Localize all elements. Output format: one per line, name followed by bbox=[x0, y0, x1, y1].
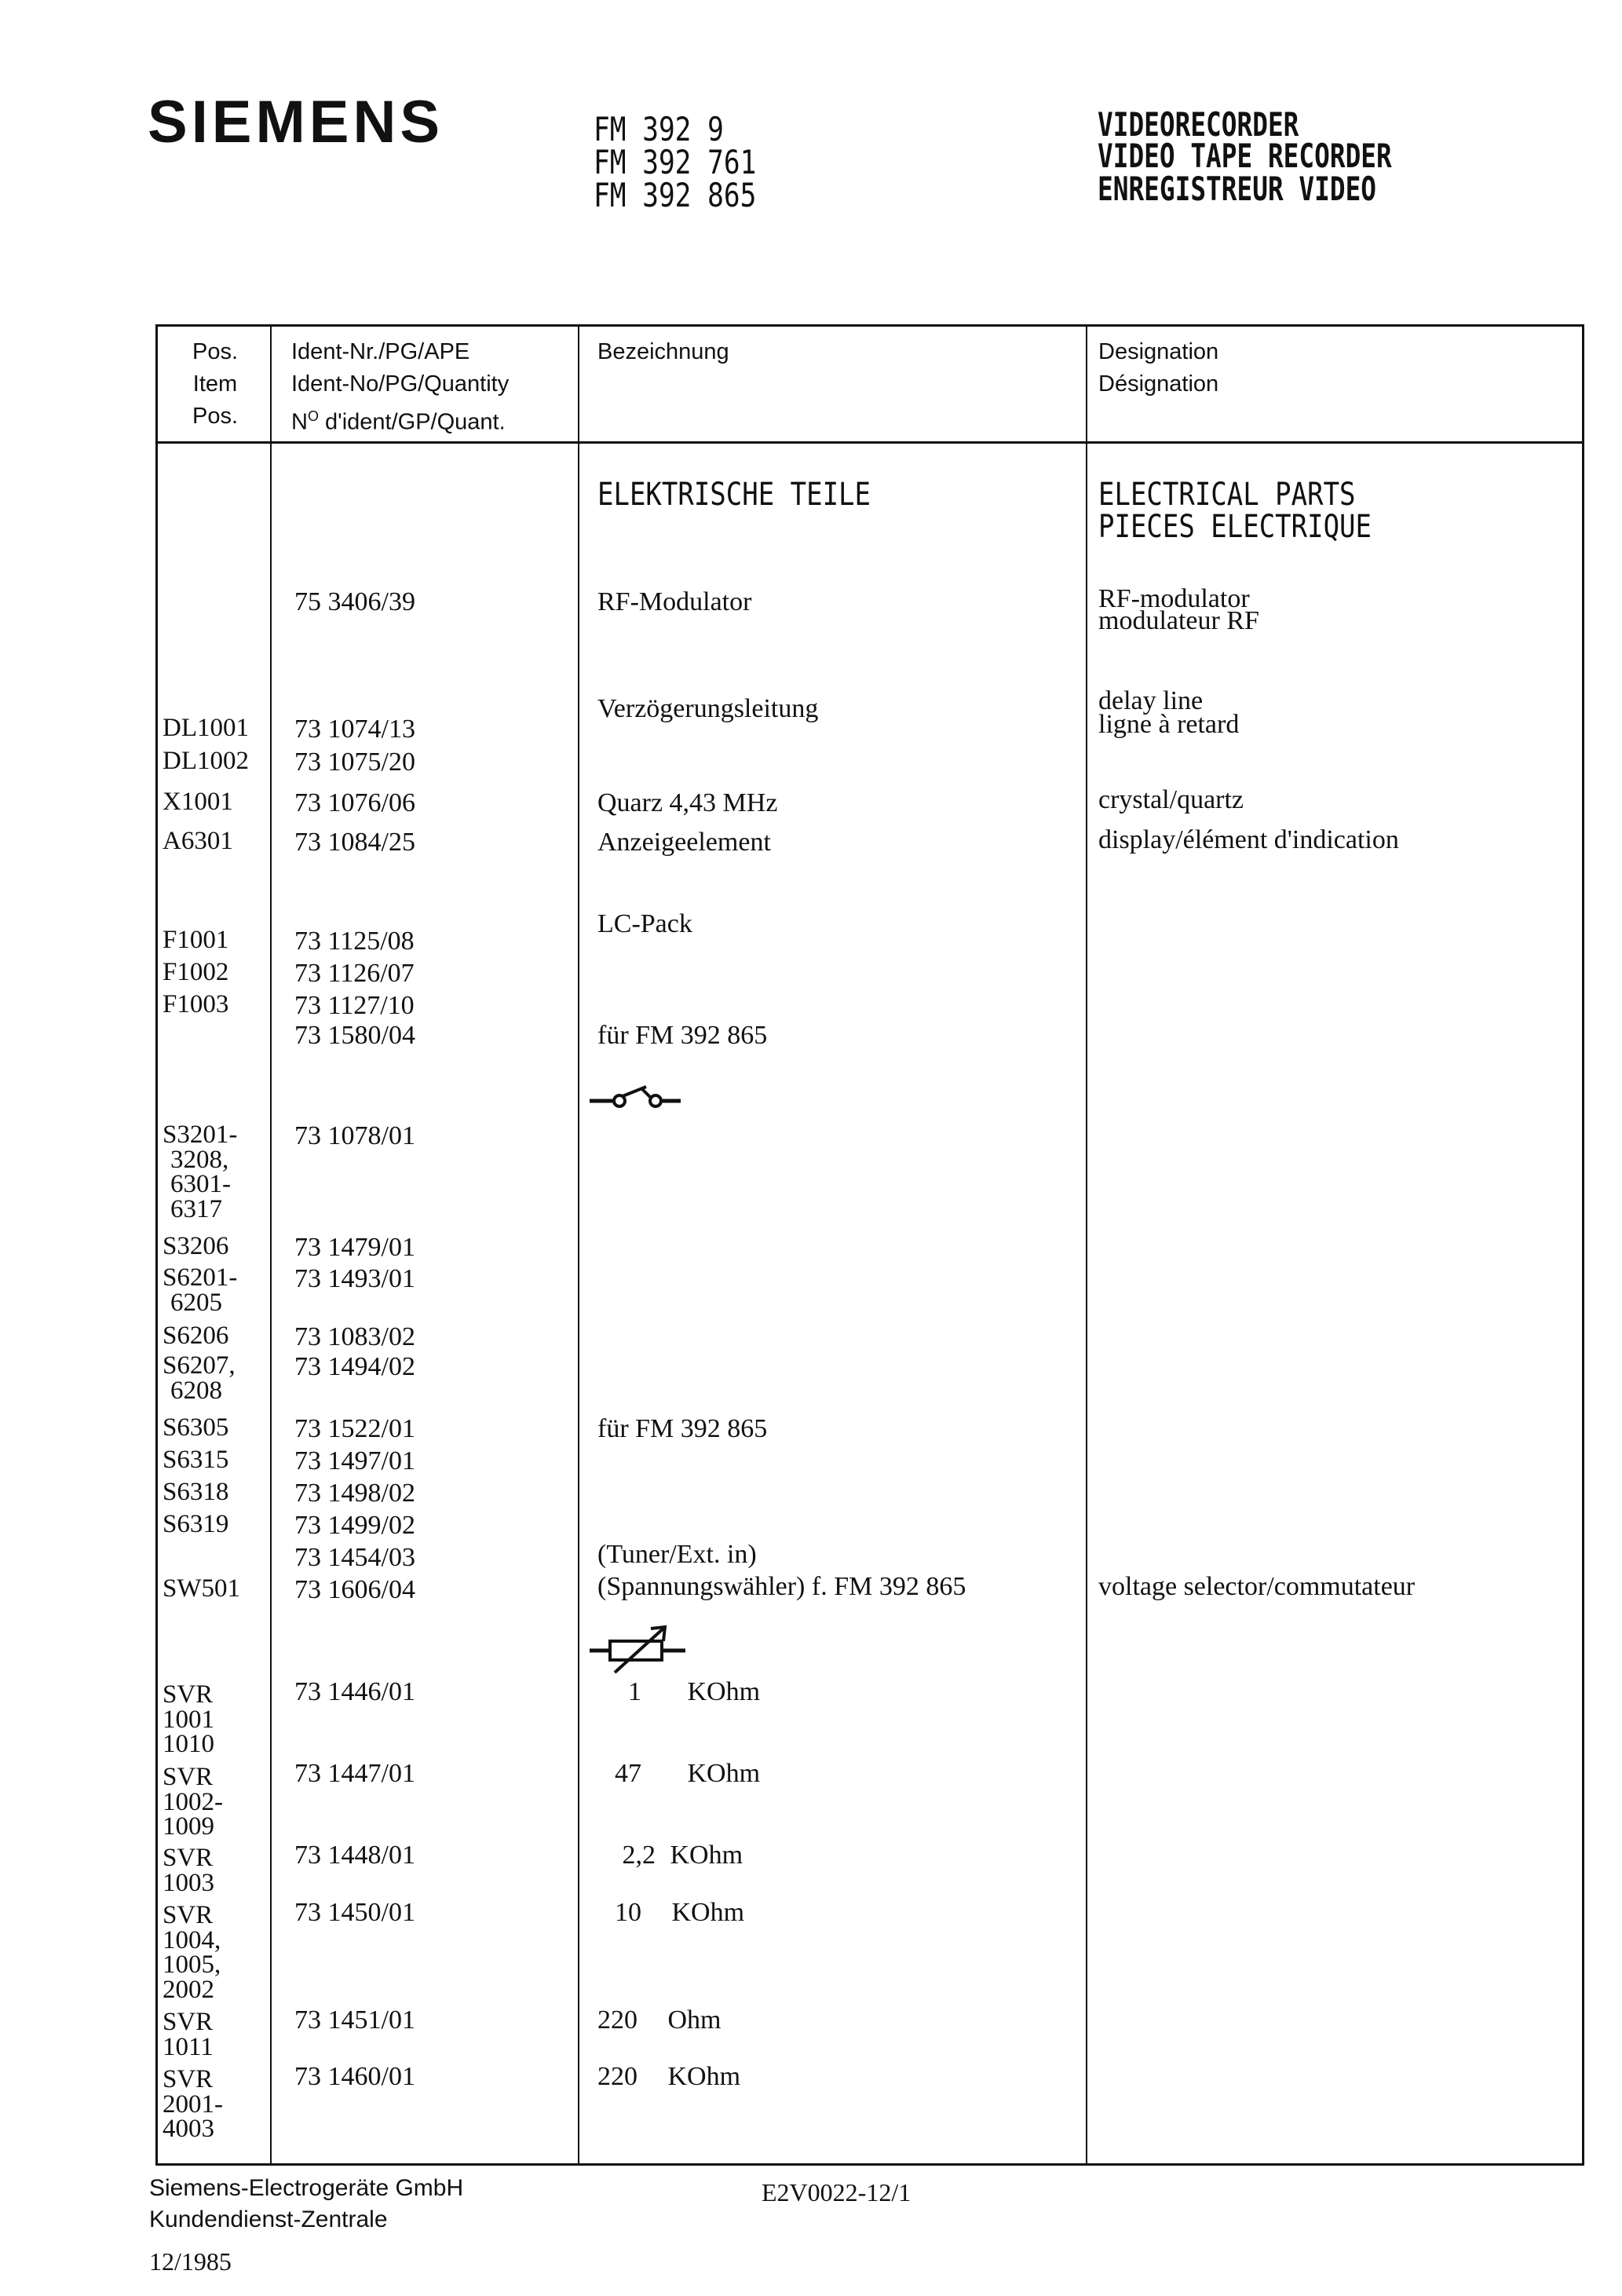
table-row-ident: 73 1447/01 bbox=[294, 1759, 415, 1788]
table-row-pos: SW501 bbox=[163, 1574, 240, 1603]
table-row-ident: 75 3406/39 bbox=[294, 587, 415, 616]
table-row-bez: RF-Modulator bbox=[597, 587, 752, 616]
table-row-pos: DL1001 bbox=[163, 714, 249, 742]
table-row-des: RF-modulator bbox=[1098, 584, 1250, 613]
table-row-bez: (Spannungswähler) f. FM 392 865 bbox=[597, 1572, 966, 1601]
table-row-pos: S6319 bbox=[163, 1510, 229, 1538]
table-row-value: 2,2 KOhm bbox=[622, 1841, 743, 1870]
footer-document-number: E2V0022-12/1 bbox=[762, 2178, 911, 2206]
table-row-pos: F1001 bbox=[163, 926, 229, 954]
table-row-des: display/élément d'indication bbox=[1098, 825, 1399, 854]
table-row-value: 1 KOhm bbox=[628, 1677, 761, 1706]
doc-title-en: VIDEO TAPE RECORDER bbox=[1098, 137, 1392, 175]
switch-symbol-icon bbox=[588, 1079, 682, 1113]
section-title-fr: PIECES ELECTRIQUE bbox=[1098, 509, 1372, 545]
table-row-ident: 73 1446/01 bbox=[294, 1677, 415, 1706]
table-row-pos: SVR 2001- 4003 bbox=[163, 2065, 223, 2144]
table-row-pos: S3201- 3208, 6301- 6317 bbox=[163, 1121, 238, 1224]
table-row-ident: 73 1479/01 bbox=[294, 1233, 415, 1262]
siemens-logo: SIEMENS bbox=[148, 89, 444, 155]
column-header-bezeichnung: Bezeichnung bbox=[597, 339, 729, 364]
table-row-ident: 73 1498/02 bbox=[294, 1479, 415, 1508]
table-row-ident: 73 1076/06 bbox=[294, 788, 415, 817]
model-number-3: FM 392 865 bbox=[594, 176, 757, 214]
table-row-ident: 73 1084/25 bbox=[294, 828, 415, 857]
table-row-pos: F1003 bbox=[163, 990, 229, 1018]
column-divider-2 bbox=[578, 327, 579, 2163]
table-row-ident: 73 1078/01 bbox=[294, 1121, 415, 1150]
table-row-pos: S6315 bbox=[163, 1446, 229, 1474]
table-row-pos: S6318 bbox=[163, 1478, 229, 1506]
table-row-pos: SVR 1011 bbox=[163, 2008, 214, 2061]
column-divider-3 bbox=[1086, 327, 1087, 2163]
table-row-pos: DL1002 bbox=[163, 747, 249, 775]
table-row-ident: 73 1125/08 bbox=[294, 927, 415, 956]
section-title-en: ELECTRICAL PARTS bbox=[1098, 477, 1356, 513]
table-row-pos: S6201- 6205 bbox=[163, 1263, 238, 1317]
table-row-bez: Quarz 4,43 MHz bbox=[597, 788, 778, 817]
table-row-pos: SVR 1004, 1005, 2002 bbox=[163, 1901, 221, 2005]
table-row-ident: 73 1450/01 bbox=[294, 1898, 415, 1927]
table-row-bez: (Tuner/Ext. in) bbox=[597, 1540, 757, 1569]
model-number-1: FM 392 9 bbox=[594, 110, 724, 148]
table-row-pos: F1002 bbox=[163, 958, 229, 986]
header-divider bbox=[158, 441, 1582, 444]
table-row-des: delay line bbox=[1098, 686, 1204, 715]
table-row-ident: 73 1460/01 bbox=[294, 2062, 415, 2091]
table-row-value: 220 Ohm bbox=[597, 2005, 721, 2035]
table-row-des: crystal/quartz bbox=[1098, 785, 1244, 814]
section-title-de: ELEKTRISCHE TEILE bbox=[597, 477, 871, 513]
column-header-pos: Pos. Item Pos. bbox=[192, 339, 239, 429]
table-row-pos: S3206 bbox=[163, 1232, 229, 1260]
table-row-pos: S6207, 6208 bbox=[163, 1351, 236, 1405]
footer-date: 12/1985 bbox=[149, 2247, 232, 2276]
table-row-bez: für FM 392 865 bbox=[597, 1021, 768, 1050]
table-row-ident: 73 1448/01 bbox=[294, 1841, 415, 1870]
table-row-value: 10 KOhm bbox=[615, 1898, 745, 1927]
table-row-ident: 73 1083/02 bbox=[294, 1322, 415, 1351]
table-row-ident: 73 1499/02 bbox=[294, 1511, 415, 1540]
table-row-bez: LC-Pack bbox=[597, 909, 692, 938]
table-row-ident: 73 1451/01 bbox=[294, 2005, 415, 2035]
table-row-des: ligne à retard bbox=[1098, 710, 1240, 739]
table-row-des: voltage selector/commutateur bbox=[1098, 1572, 1416, 1601]
doc-title-fr: ENREGISTREUR VIDEO bbox=[1098, 170, 1377, 208]
table-row-des: modulateur RF bbox=[1098, 606, 1259, 635]
model-number-2: FM 392 761 bbox=[594, 143, 757, 181]
table-row-ident: 73 1126/07 bbox=[294, 959, 415, 988]
parts-table bbox=[155, 324, 1584, 2166]
table-row-pos: SVR 1002- 1009 bbox=[163, 1763, 223, 1841]
footer-department: Kundendienst-Zentrale bbox=[149, 2206, 388, 2232]
table-row-pos: A6301 bbox=[163, 827, 233, 855]
column-divider-1 bbox=[270, 327, 272, 2163]
table-row-value: 220 KOhm bbox=[597, 2062, 741, 2091]
table-row-bez: für FM 392 865 bbox=[597, 1414, 768, 1443]
table-row-bez: Anzeigeelement bbox=[597, 828, 771, 857]
table-row-ident: 73 1494/02 bbox=[294, 1352, 415, 1381]
table-row-bez: Verzögerungsleitung bbox=[597, 694, 819, 723]
table-row-pos: SVR 1001 1010 bbox=[163, 1680, 214, 1759]
table-row-pos: X1001 bbox=[163, 788, 233, 816]
table-row-pos: S6305 bbox=[163, 1413, 229, 1442]
table-row-ident: 73 1454/03 bbox=[294, 1543, 415, 1572]
column-header-ident: Ident-Nr./PG/APE Ident-No/PG/Quantity $N^O$ d'ident/GP/Quant. bbox=[291, 339, 510, 435]
table-row-ident: 73 1075/20 bbox=[294, 748, 415, 777]
table-row-pos: SVR 1003 bbox=[163, 1844, 214, 1897]
potentiometer-symbol-icon bbox=[588, 1622, 698, 1677]
table-row-ident: 73 1127/10 bbox=[294, 991, 415, 1020]
doc-title-de: VIDEORECORDER bbox=[1098, 105, 1299, 144]
column-header-designation: Designation Désignation bbox=[1098, 339, 1219, 397]
table-row-value: 47 KOhm bbox=[615, 1759, 761, 1788]
table-row-pos: S6206 bbox=[163, 1322, 229, 1350]
table-row-ident: 73 1074/13 bbox=[294, 715, 415, 744]
footer-company: Siemens-Electrogeräte GmbH bbox=[149, 2175, 464, 2201]
table-row-ident: 73 1606/04 bbox=[294, 1575, 415, 1604]
table-row-ident: 73 1493/01 bbox=[294, 1264, 415, 1293]
table-row-ident: 73 1522/01 bbox=[294, 1414, 415, 1443]
table-row-ident: 73 1580/04 bbox=[294, 1021, 415, 1050]
table-row-ident: 73 1497/01 bbox=[294, 1446, 415, 1475]
